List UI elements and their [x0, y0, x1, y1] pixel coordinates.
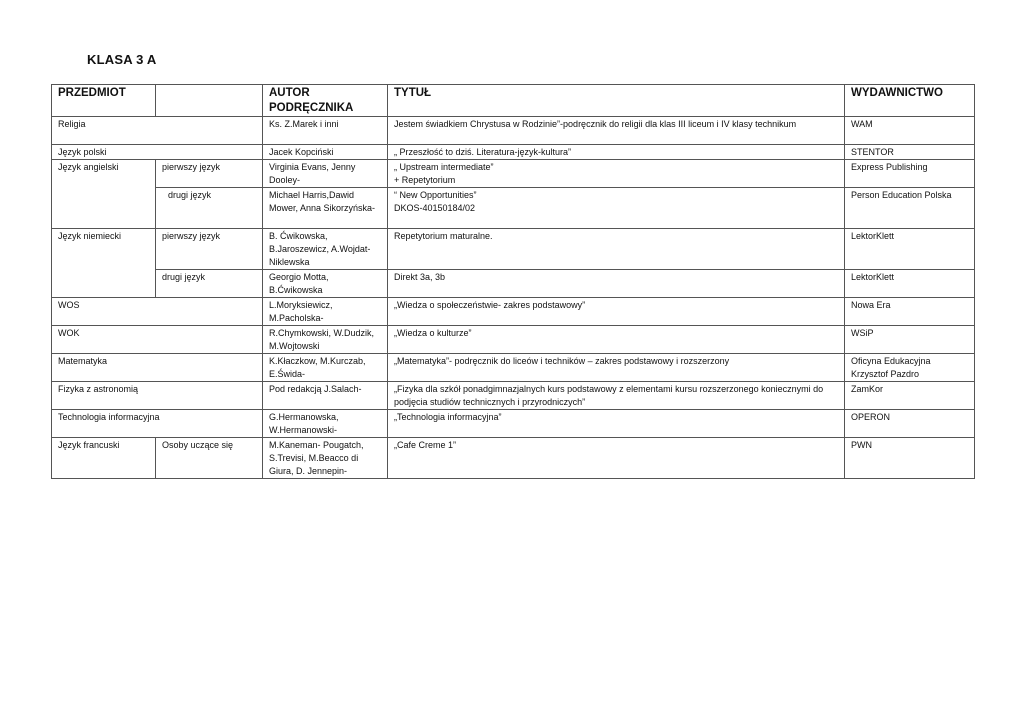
- title-cell: [388, 188, 845, 229]
- header-title: TYTUŁ: [388, 85, 845, 117]
- publisher-cell: Express Publishing: [845, 160, 975, 188]
- publisher-cell: WSiP: [845, 326, 975, 354]
- title-cell: „Fizyka dla szkół ponadgimnazjalnych kurs podstawowy z elementami kursu rozszerzonego koniecznymi do podjęcia studiów technicznych i przyrodniczych”: [388, 382, 845, 410]
- publisher-cell: Oficyna Edukacyjna Krzysztof Pazdro: [845, 354, 975, 382]
- header-publisher: WYDAWNICTWO: [845, 85, 975, 117]
- author-cell: Ks. Z.Marek i inni: [263, 117, 388, 145]
- title-line: DKOS-40150184/02: [394, 203, 476, 213]
- table-row: [52, 410, 975, 438]
- subject-cell: Język polski: [52, 145, 263, 160]
- subject-cell: Matematyka: [52, 354, 263, 382]
- publisher-cell: Person Education Polska: [845, 188, 975, 229]
- author-cell: K.Kłaczkow, M.Kurczab, E.Świda-: [263, 354, 388, 382]
- header-author: AUTOR PODRĘCZNIKA: [263, 85, 388, 117]
- table-row: [52, 354, 975, 382]
- publisher-cell: LektorKlett: [845, 270, 975, 298]
- author-cell: B. Ćwikowska, B.Jaroszewicz, A.Wojdat-Niklewska: [263, 229, 388, 270]
- level-cell: drugi język: [156, 270, 263, 298]
- publisher-cell: WAM: [845, 117, 975, 145]
- header-subject: PRZEDMIOT: [52, 85, 156, 117]
- textbook-table: [51, 84, 975, 479]
- publisher-cell: ZamKor: [845, 382, 975, 410]
- table-row: [52, 270, 975, 298]
- table-row: [52, 117, 975, 145]
- title-cell: [388, 160, 845, 188]
- author-cell: Georgio Motta, B.Ćwikowska: [263, 270, 388, 298]
- table-row: [52, 382, 975, 410]
- table-header-row: [52, 85, 975, 117]
- title-cell: „Wiedza o społeczeństwie- zakres podstawowy”: [388, 298, 845, 326]
- title-line: “ New Opportunities”: [394, 190, 477, 200]
- subject-cell: Język angielski: [52, 160, 156, 229]
- header-level: [156, 85, 263, 117]
- title-cell: „Wiedza o kulturze”: [388, 326, 845, 354]
- table-row: [52, 326, 975, 354]
- author-cell: Virginia Evans, Jenny Dooley-: [263, 160, 388, 188]
- subject-cell: Język francuski: [52, 438, 156, 479]
- page-title: KLASA 3 A: [87, 52, 157, 67]
- title-cell: Direkt 3a, 3b: [388, 270, 845, 298]
- level-cell: Osoby uczące się: [156, 438, 263, 479]
- publisher-cell: LektorKlett: [845, 229, 975, 270]
- table-row: [52, 160, 975, 188]
- level-cell: pierwszy język: [156, 229, 263, 270]
- title-line: „ Upstream intermediate”: [394, 162, 494, 172]
- title-cell: „Matematyka”- podręcznik do liceów i techników – zakres podstawowy i rozszerzony: [388, 354, 845, 382]
- author-cell: L.Moryksiewicz, M.Pacholska-: [263, 298, 388, 326]
- author-cell: G.Hermanowska, W.Hermanowski-: [263, 410, 388, 438]
- author-cell: M.Kaneman- Pougatch, S.Trevisi, M.Beacco di Giura, D. Jennepin-: [263, 438, 388, 479]
- author-cell: R.Chymkowski, W.Dudzik, M.Wojtowski: [263, 326, 388, 354]
- subject-cell: Fizyka z astronomią: [52, 382, 263, 410]
- subject-cell: Technologia informacyjna: [52, 410, 263, 438]
- title-line: + Repetytorium: [394, 175, 456, 185]
- level-cell: pierwszy język: [156, 160, 263, 188]
- title-cell: Repetytorium maturalne.: [388, 229, 845, 270]
- author-cell: Pod redakcją J.Salach-: [263, 382, 388, 410]
- publisher-cell: STENTOR: [845, 145, 975, 160]
- author-cell: Jacek Kopciński: [263, 145, 388, 160]
- subject-cell: Język niemiecki: [52, 229, 156, 298]
- publisher-cell: OPERON: [845, 410, 975, 438]
- table-row: [52, 188, 975, 229]
- table-row: [52, 145, 975, 160]
- table-row: [52, 298, 975, 326]
- subject-cell: Religia: [52, 117, 263, 145]
- level-cell: drugi język: [156, 188, 263, 229]
- title-cell: „Cafe Creme 1”: [388, 438, 845, 479]
- publisher-cell: Nowa Era: [845, 298, 975, 326]
- publisher-cell: PWN: [845, 438, 975, 479]
- title-cell: „Technologia informacyjna”: [388, 410, 845, 438]
- table-row: [52, 438, 975, 479]
- title-cell: Jestem świadkiem Chrystusa w Rodzinie”-podręcznik do religii dla klas III liceum i IV klasy technikum: [388, 117, 845, 145]
- table-row: [52, 229, 975, 270]
- author-cell: Michael Harris,Dawid Mower, Anna Sikorzyńska-: [263, 188, 388, 229]
- subject-cell: WOS: [52, 298, 263, 326]
- title-cell: „ Przeszłość to dziś. Literatura-język-kultura”: [388, 145, 845, 160]
- subject-cell: WOK: [52, 326, 263, 354]
